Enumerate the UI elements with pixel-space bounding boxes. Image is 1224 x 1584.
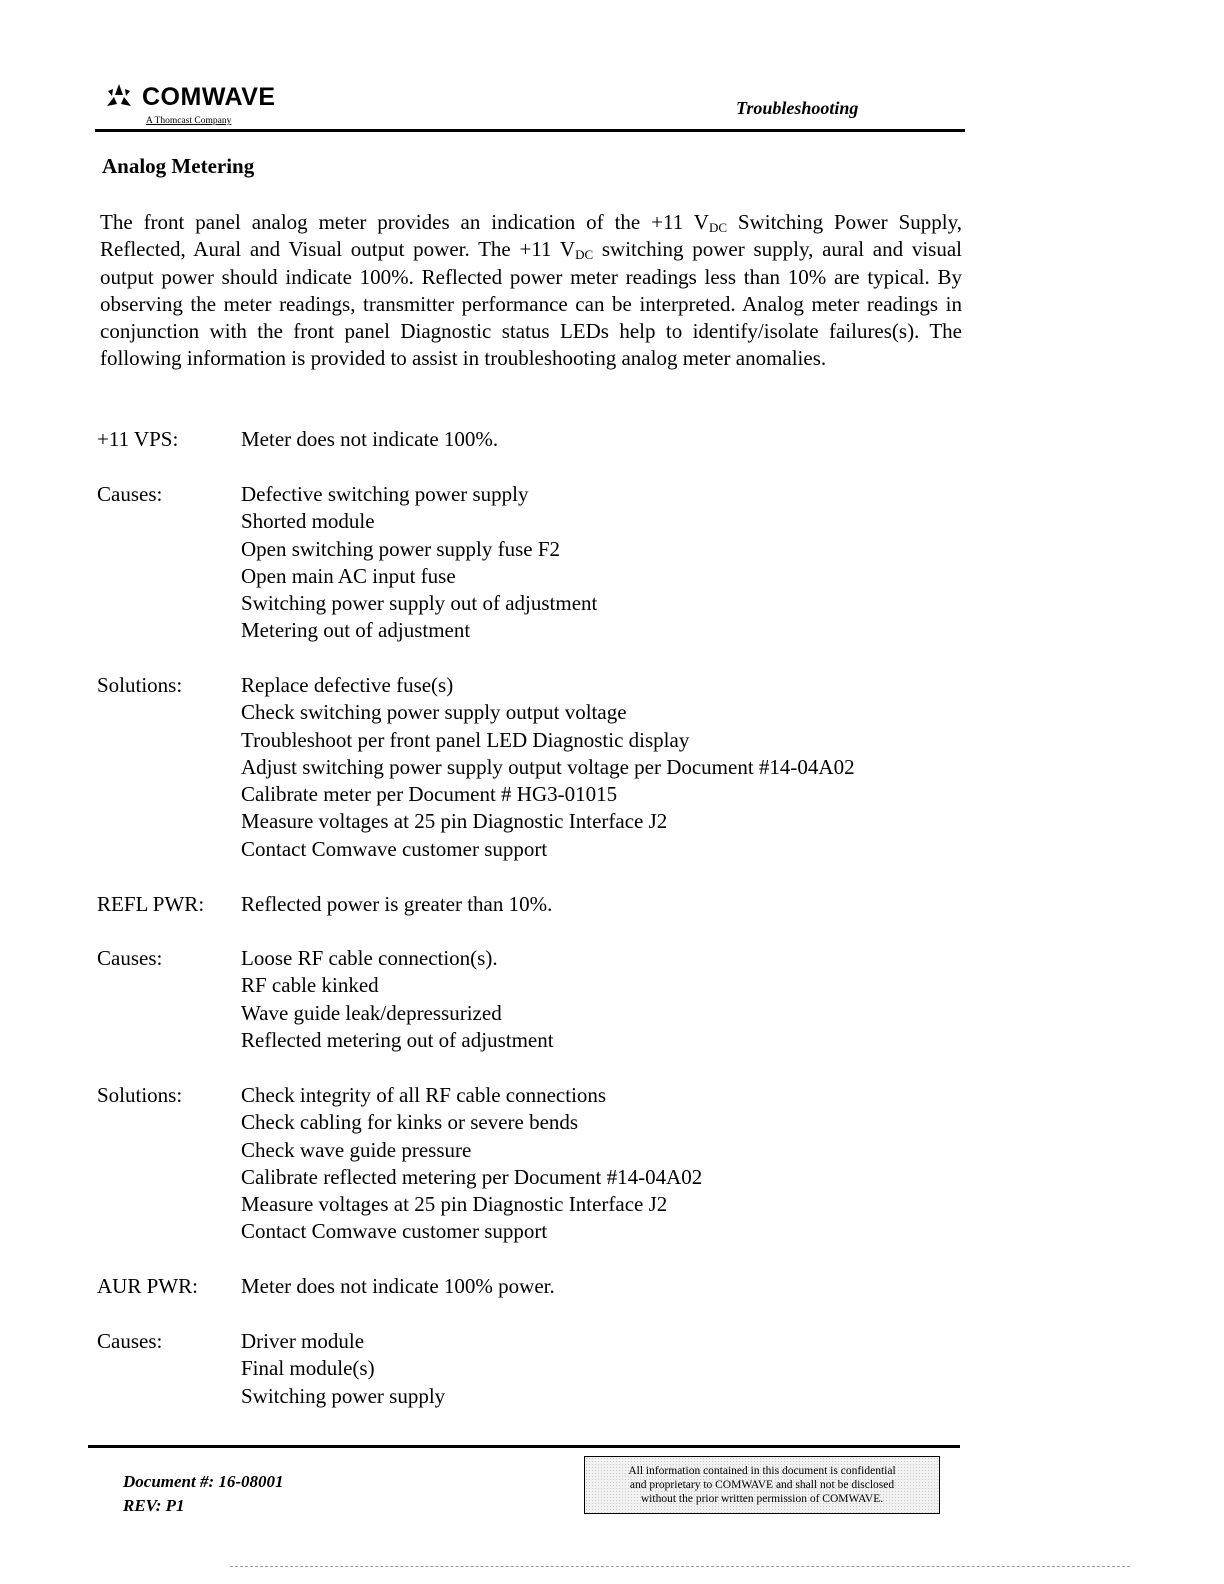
list-item: Check switching power supply output voltage (241, 700, 627, 725)
notice-line: without the prior written permission of COMWAVE. (640, 1493, 884, 1505)
intro-subscript-2: DC (575, 247, 594, 263)
document-revision: REV: P1 (123, 1496, 185, 1515)
section-label-causes: Causes: (97, 946, 163, 970)
list-item: Troubleshoot per front panel LED Diagnostic display (241, 727, 690, 752)
list-item: Reflected power is greater than 10%. (241, 892, 553, 916)
page-title: Analog Metering (102, 154, 255, 178)
list-item: Open main AC input fuse (241, 563, 456, 588)
list-item: Calibrate meter per Document # HG3-01015 (241, 782, 618, 807)
list-item: Meter does not indicate 100%. (241, 427, 499, 451)
logo-subtitle: A Thomcast Company (146, 116, 232, 126)
section-vps (97, 426, 498, 453)
list-item: Replace defective fuse(s) (241, 673, 454, 697)
section-refl-causes (97, 945, 554, 1054)
list-item: Final module(s) (241, 1356, 375, 1381)
list-item: Adjust switching power supply output voltage per Document #14-04A02 (241, 754, 855, 779)
list-item: Reflected metering out of adjustment (241, 1027, 554, 1052)
document-number: Document #: 16-08001 (123, 1472, 284, 1491)
list-item: Metering out of adjustment (241, 618, 471, 643)
list-item: Check cabling for kinks or severe bends (241, 1110, 579, 1135)
list-item: Check integrity of all RF cable connections (241, 1083, 607, 1107)
section-label-vps: +11 VPS: (97, 427, 179, 451)
intro-text-1: The front panel analog meter provides an indication of the +11 V (100, 210, 709, 234)
footer-divider (88, 1445, 960, 1448)
section-refl-pwr (97, 891, 552, 918)
list-item: Loose RF cable connection(s). (241, 946, 498, 970)
list-item: Measure voltages at 25 pin Diagnostic Interface J2 (241, 1192, 668, 1217)
section-label-causes: Causes: (97, 1329, 163, 1353)
list-item: Contact Comwave customer support (241, 836, 548, 861)
list-item: Calibrate reflected metering per Document #14-04A02 (241, 1164, 703, 1189)
section-label-aur-pwr: AUR PWR: (97, 1274, 198, 1298)
list-item: RF cable kinked (241, 973, 379, 998)
list-item: Switching power supply out of adjustment (241, 591, 598, 616)
section-aur-causes (97, 1328, 445, 1410)
notice-line: All information contained in this document is confidential (628, 1465, 896, 1477)
page-bottom-rule (230, 1566, 1130, 1567)
section-vps-solutions (97, 672, 855, 863)
section-refl-solutions (97, 1082, 702, 1246)
list-item: Check wave guide pressure (241, 1137, 472, 1162)
company-logo (104, 82, 276, 112)
section-label: Troubleshooting (736, 98, 859, 118)
list-item: Defective switching power supply (241, 482, 529, 506)
section-aur-pwr (97, 1273, 555, 1300)
section-label-solutions: Solutions: (97, 1083, 183, 1107)
list-item: Open switching power supply fuse F2 (241, 536, 561, 561)
header-divider (95, 129, 965, 132)
section-label-refl-pwr: REFL PWR: (97, 892, 205, 916)
logo-text: COMWAVE (142, 82, 276, 111)
list-item: Driver module (241, 1329, 365, 1353)
document-info (123, 1470, 284, 1518)
comwave-logo-icon (104, 82, 134, 112)
intro-text-3: switching power supply, aural and visual output power should indicate 100%. Reflected power meter readings less than 10% are typical. By observing the meter readings, transmitter performance can be interpreted. Analog meter readings in conjunction with the front panel Diagnostic status LEDs help to identify/isolate failures(s). The following information is provided to assist in troubleshooting analog meter anomalies. (100, 237, 962, 371)
confidentiality-notice (584, 1456, 940, 1514)
list-item: Meter does not indicate 100% power. (241, 1274, 555, 1298)
section-vps-causes (97, 481, 597, 645)
list-item: Wave guide leak/depressurized (241, 1000, 502, 1025)
intro-text-2: Switching Power Supply, Reflected, Aural and Visual output power. The +11 V (100, 210, 962, 262)
intro-paragraph (100, 209, 962, 373)
notice-line: and proprietary to COMWAVE and shall not be disclosed (629, 1479, 895, 1491)
list-item: Measure voltages at 25 pin Diagnostic Interface J2 (241, 809, 668, 834)
section-label-causes: Causes: (97, 482, 163, 506)
list-item: Shorted module (241, 509, 375, 534)
section-label-solutions: Solutions: (97, 673, 183, 697)
list-item: Switching power supply (241, 1383, 446, 1408)
intro-subscript-1: DC (708, 220, 727, 235)
list-item: Contact Comwave customer support (241, 1219, 548, 1244)
